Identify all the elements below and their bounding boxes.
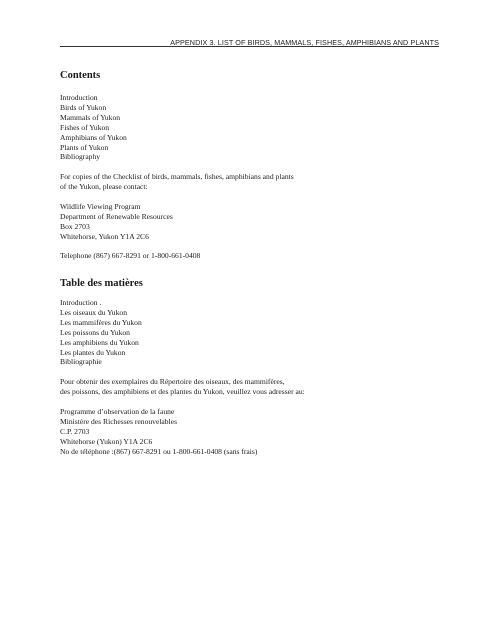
- copies-line: For copies of the Checklist of birds, mammals, fishes, amphibians and plants: [60, 172, 294, 182]
- address-line: Ministère des Richesses renouvelables: [60, 416, 178, 426]
- english-toc: [60, 93, 440, 162]
- address-line: C.P. 2703: [60, 426, 90, 436]
- french-telephone: No de téléphone :(867) 667-8291 ou 1-800-661-0408 (sans frais): [60, 446, 258, 456]
- copies-line: Pour obtenir des exemplaires du Répertoire des oiseaux, des mammifères,: [60, 377, 285, 387]
- toc-item-introduction: Introduction .: [60, 298, 102, 307]
- french-section: [60, 278, 440, 456]
- toc-item-plants: Les plantes du Yukon: [60, 347, 126, 357]
- toc-item-mammals: Les mammifères du Yukon: [60, 317, 142, 327]
- copies-line: of the Yukon, please contact:: [60, 182, 148, 192]
- header-rule: [60, 46, 439, 47]
- toc-item-birds: Birds of Yukon: [60, 102, 107, 112]
- address-line: Whitehorse (Yukon) Y1A 2C6: [60, 436, 153, 446]
- toc-item-amphibians: Les amphibiens du Yukon: [60, 337, 139, 347]
- running-header: APPENDIX 3. LIST OF BIRDS, MAMMALS, FISHES, AMPHIBIANS AND PLANTS: [170, 38, 439, 47]
- copies-line: des poissons, des amphibiens et des plantes du Yukon, veuillez vous adresser au:: [60, 387, 305, 397]
- toc-item-plants: Plants of Yukon: [60, 142, 109, 152]
- toc-item-fishes: Les poissons du Yukon: [60, 327, 130, 337]
- french-address: [60, 407, 440, 457]
- address-line: Department of Renewable Resources: [60, 211, 173, 221]
- toc-item-bibliography: Bibliographie: [60, 357, 102, 367]
- toc-item-mammals: Mammals of Yukon: [60, 112, 121, 122]
- address-line: Box 2703: [60, 221, 90, 231]
- address-line: Programme d’observation de la faune: [60, 406, 175, 416]
- toc-item-fishes: Fishes of Yukon: [60, 122, 110, 132]
- french-section-title: Table des matières: [60, 278, 143, 289]
- english-telephone: Telephone (867) 667-8291 or 1-800-661-0408: [60, 251, 201, 261]
- english-section-title: Contents: [60, 70, 101, 81]
- toc-item-introduction: Introduction: [60, 93, 98, 102]
- english-copies-paragraph: [60, 172, 440, 192]
- toc-item-bibliography: Bibliography: [60, 152, 101, 162]
- address-line: Wildlife Viewing Program: [60, 201, 141, 211]
- english-section: [60, 70, 440, 261]
- toc-item-amphibians: Amphibians of Yukon: [60, 132, 127, 142]
- french-copies-paragraph: [60, 377, 440, 397]
- english-address: [60, 202, 440, 242]
- french-toc: [60, 298, 440, 367]
- address-line: Whitehorse, Yukon Y1A 2C6: [60, 231, 149, 241]
- toc-item-birds: Les oiseaux du Yukon: [60, 307, 127, 317]
